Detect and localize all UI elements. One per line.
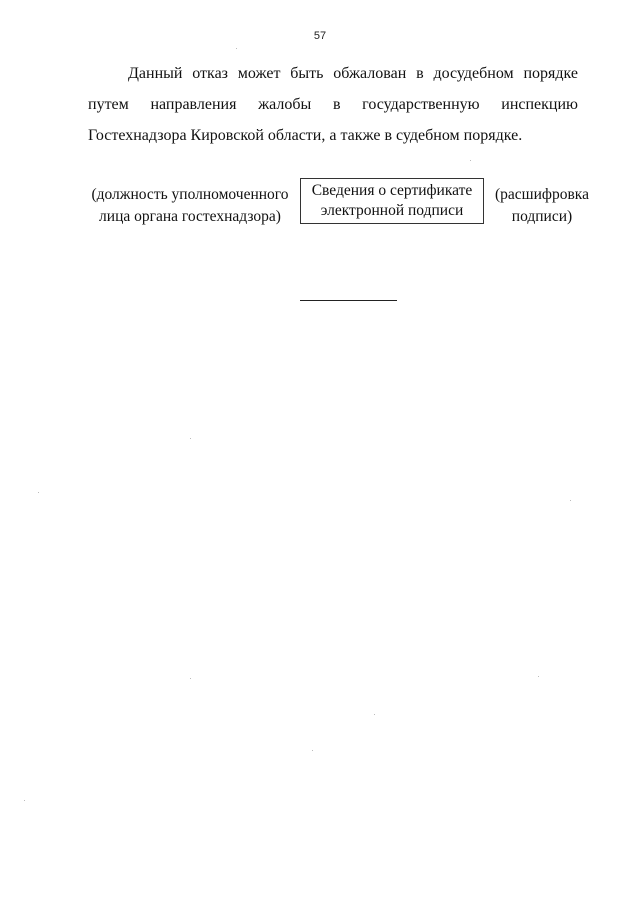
scan-speck — [570, 500, 571, 501]
appeal-paragraph: Данный отказ может быть обжалован в досудебном порядке путем направления жалобы в государственную инспекцию Гостехнадзора Кировской области, а также в судебном порядке. — [88, 65, 578, 144]
signature-decoding-line-2: подписи) — [511, 208, 573, 225]
certificate-line-2: электронной подписи — [320, 202, 464, 219]
scan-speck — [312, 750, 313, 751]
electronic-signature-certificate-box — [300, 178, 484, 224]
scan-speck — [24, 800, 25, 801]
official-position-line-1: (должность уполномоченного — [91, 186, 289, 203]
scan-speck — [374, 714, 375, 715]
scan-speck — [190, 678, 191, 679]
official-position-line-2: лица органа гостехнадзора) — [99, 208, 281, 225]
scan-speck — [538, 676, 539, 677]
signature-decoding-line-1: (расшифровка — [495, 186, 589, 203]
scan-speck — [236, 48, 237, 49]
scan-speck — [190, 438, 191, 439]
scan-speck — [38, 492, 39, 493]
signature-decoding-caption — [492, 184, 592, 228]
page-number: 57 — [313, 30, 327, 42]
certificate-line-1: Сведения о сертификате — [311, 182, 473, 199]
end-of-document-line — [300, 300, 397, 301]
official-position-caption — [85, 184, 295, 228]
scan-speck — [470, 160, 471, 161]
